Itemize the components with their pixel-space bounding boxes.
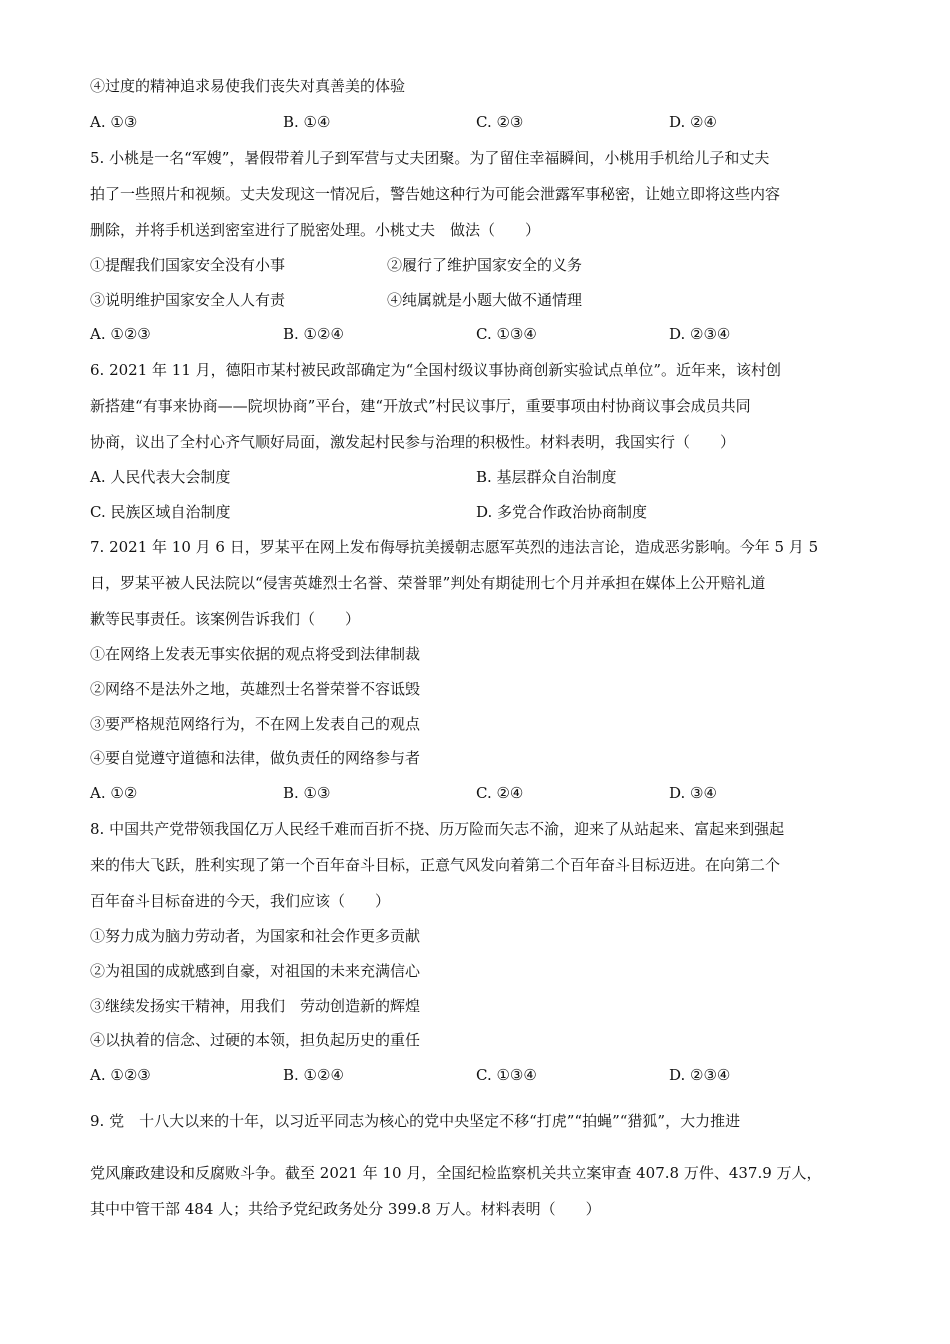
q7-statement-3: ③要严格规范网络行为，不在网上发表自己的观点 (90, 715, 421, 733)
q8-statement-3: ③继续发扬实干精神，用我们 劳动创造新的辉煌 (90, 997, 421, 1015)
q4-option-b: B. ①④ (283, 113, 331, 131)
q8-statement-4: ④以执着的信念、过硬的本领，担负起历史的重任 (90, 1031, 421, 1049)
q4-option-a: A. ①③ (90, 113, 138, 131)
q7-statement-2: ②网络不是法外之地，英雄烈士名誉荣誉不容诋毁 (90, 680, 421, 698)
q5-option-d: D. ②③④ (669, 325, 731, 343)
q5-statement-2: ②履行了维护国家安全的义务 (387, 256, 583, 274)
q5-option-b: B. ①②④ (283, 325, 344, 343)
q7-option-a: A. ①② (90, 784, 138, 802)
q8-stem-line-3: 百年奋斗目标奋进的今天，我们应该（ ） (90, 892, 391, 910)
q5-statement-1: ①提醒我们国家安全没有小事 (90, 256, 286, 274)
q4-option-d: D. ②④ (669, 113, 717, 131)
q8-statement-2: ②为祖国的成就感到自豪，对祖国的未来充满信心 (90, 962, 421, 980)
q5-option-a: A. ①②③ (90, 325, 151, 343)
q7-stem-line-1: 7. 2021 年 10 月 6 日，罗某平在网上发布侮辱抗美援朝志愿军英烈的违法言论，造成恶劣影响。今年 5 月 5 (90, 538, 819, 556)
q6-option-b: B. 基层群众自治制度 (476, 468, 617, 486)
q7-statement-4: ④要自觉遵守道德和法律，做负责任的网络参与者 (90, 749, 421, 767)
q9-stem-line-3: 其中中管干部 484 人；共给予党纪政务处分 399.8 万人。材料表明（ ） (90, 1200, 601, 1218)
q5-stem-line-3: 删除，并将手机送到密室进行了脱密处理。小桃丈夫 做法（ ） (90, 221, 541, 239)
q6-stem-line-2: 新搭建“有事来协商——院坝协商”平台，建“开放式”村民议事厅，重要事项由村协商议事会成员共同 (90, 397, 751, 415)
q6-stem-line-1: 6. 2021 年 11 月，德阳市某村被民政部确定为“全国村级议事协商创新实验试点单位”。近年来，该村创 (90, 361, 781, 379)
q4-option-c: C. ②③ (476, 113, 524, 131)
q8-stem-line-2: 来的伟大飞跃，胜利实现了第一个百年奋斗目标，正意气风发向着第二个百年奋斗目标迈进。在向第二个 (90, 856, 781, 874)
q6-option-a: A. 人民代表大会制度 (90, 468, 231, 486)
q8-option-c: C. ①③④ (476, 1066, 537, 1084)
q5-statement-4: ④纯属就是小题大做不通情理 (387, 291, 583, 309)
q6-option-d: D. 多党合作政治协商制度 (476, 503, 648, 521)
q7-option-b: B. ①③ (283, 784, 331, 802)
q8-stem-line-1: 8. 中国共产党带领我国亿万人民经千难而百折不挠、历万险而矢志不渝，迎来了从站起来、富起来到强起 (90, 820, 785, 838)
q5-option-c: C. ①③④ (476, 325, 537, 343)
q9-stem-line-2: 党风廉政建设和反腐败斗争。截至 2021 年 10 月，全国纪检监察机关共立案审查 407.8 万件、437.9 万人， (90, 1164, 822, 1182)
q7-stem-line-3: 歉等民事责任。该案例告诉我们（ ） (90, 610, 361, 628)
q4-statement-4: ④过度的精神追求易使我们丧失对真善美的体验 (90, 77, 406, 95)
q7-statement-1: ①在网络上发表无事实依据的观点将受到法律制裁 (90, 645, 421, 663)
q8-statement-1: ①努力成为脑力劳动者，为国家和社会作更多贡献 (90, 927, 421, 945)
q6-option-c: C. 民族区域自治制度 (90, 503, 231, 521)
q8-option-d: D. ②③④ (669, 1066, 731, 1084)
q7-option-c: C. ②④ (476, 784, 524, 802)
q7-option-d: D. ③④ (669, 784, 717, 802)
q9-stem-line-1: 9. 党 十八大以来的十年，以习近平同志为核心的党中央坚定不移“打虎”“拍蝇”“猎狐”，大力推进 (90, 1112, 741, 1130)
q8-option-a: A. ①②③ (90, 1066, 151, 1084)
q6-stem-line-3: 协商，议出了全村心齐气顺好局面，激发起村民参与治理的积极性。材料表明，我国实行（ ） (90, 433, 736, 451)
q5-stem-line-2: 拍了一些照片和视频。丈夫发现这一情况后，警告她这种行为可能会泄露军事秘密，让她立即将这些内容 (90, 185, 781, 203)
q8-option-b: B. ①②④ (283, 1066, 344, 1084)
q5-statement-3: ③说明维护国家安全人人有责 (90, 291, 286, 309)
q7-stem-line-2: 日，罗某平被人民法院以“侵害英雄烈士名誉、荣誉罪”判处有期徒刑七个月并承担在媒体上公开赔礼道 (90, 574, 766, 592)
q5-stem-line-1: 5. 小桃是一名“军嫂”，暑假带着儿子到军营与丈夫团聚。为了留住幸福瞬间，小桃用手机给儿子和丈夫 (90, 149, 770, 167)
